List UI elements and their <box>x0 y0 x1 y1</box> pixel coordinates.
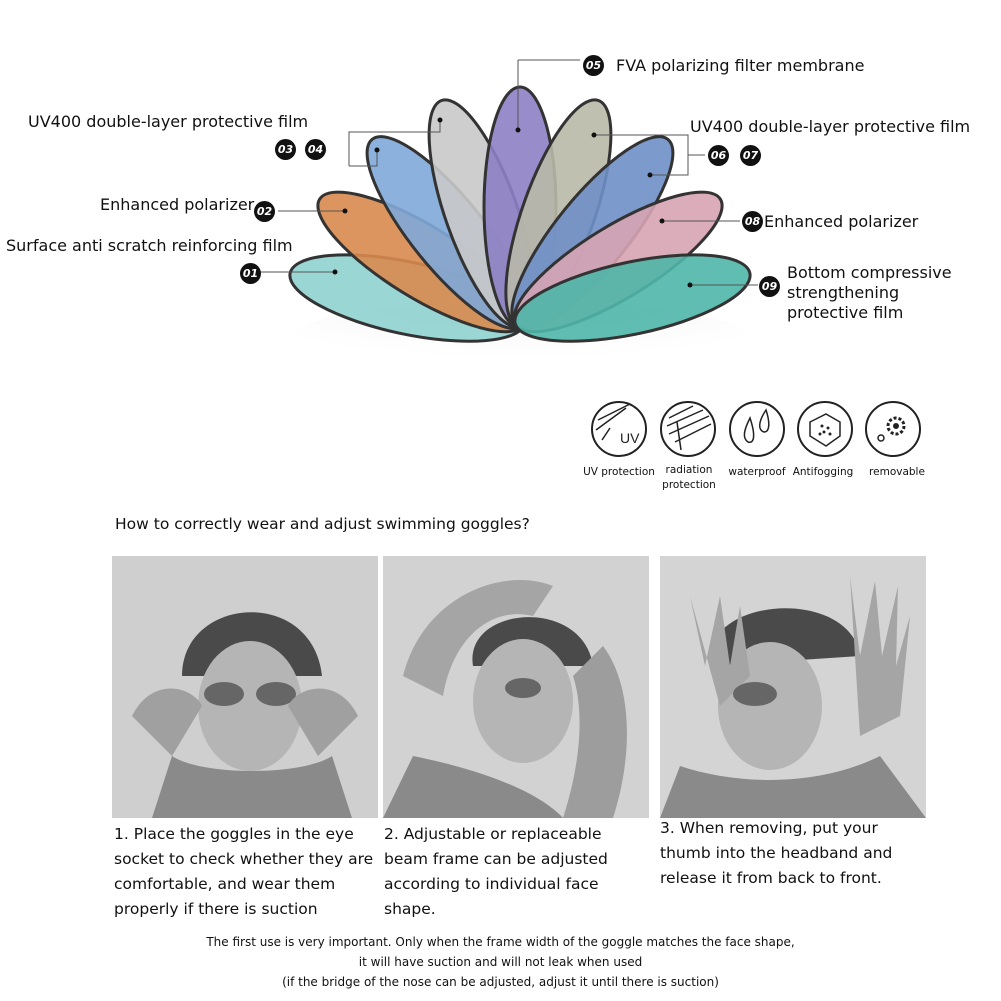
footer-note-line-3: (if the bridge of the nose can be adjusted, adjust it until there is suction) <box>282 975 719 989</box>
radiation-protection-icon <box>659 400 717 458</box>
feature-label-uv: UV protection <box>583 466 655 478</box>
footer-note-line-1: The first use is very important. Only when the frame width of the goggle matches the face shape, <box>206 935 795 949</box>
guide-heading: How to correctly wear and adjust swimming goggles? <box>115 515 530 533</box>
uv-protection-icon <box>590 400 648 458</box>
layer-label-09-line2: strengthening <box>787 283 900 302</box>
layer-badge-09: 09 <box>759 276 780 297</box>
layer-badge-08: 08 <box>742 211 763 232</box>
feature-label-removable: removable <box>869 466 925 478</box>
layer-label-0607: UV400 double-layer protective film <box>690 117 971 136</box>
layer-badge-06: 06 <box>708 145 729 166</box>
layer-label-05: FVA polarizing filter membrane <box>616 56 865 75</box>
step-2-photo <box>383 556 649 818</box>
lens-fan <box>283 87 758 358</box>
layer-label-08: Enhanced polarizer <box>764 212 919 231</box>
feature-label-antifogging: Antifogging <box>792 466 854 478</box>
waterproof-icon <box>728 400 786 458</box>
layer-label-01: Surface anti scratch reinforcing film <box>6 236 293 255</box>
layer-label-0304: UV400 double-layer protective film <box>28 112 309 131</box>
uv-glyph: UV <box>620 430 640 446</box>
layer-badge-05: 05 <box>583 55 604 76</box>
feature-label-waterproof: waterproof <box>728 466 786 478</box>
step-1-photo <box>112 556 378 818</box>
layer-label-09-line3: protective film <box>787 303 904 322</box>
layer-badge-04: 04 <box>305 139 326 160</box>
antifogging-icon <box>796 400 854 458</box>
removable-icon <box>864 400 922 458</box>
footer-note-line-2: it will have suction and will not leak when used <box>358 955 643 969</box>
feature-label-radiation-2: protection <box>662 479 716 491</box>
step-3-text: 3. When removing, put your thumb into the headband and release it from back to front. <box>660 819 893 887</box>
layer-badge-02: 02 <box>254 201 275 222</box>
step-1-text: 1. Place the goggles in the eye socket to check whether they are comfortable, and wear them properly if there is suction <box>114 825 374 918</box>
layer-badge-01: 01 <box>240 263 261 284</box>
layer-badge-03: 03 <box>275 139 296 160</box>
step-3-photo <box>660 556 926 818</box>
step-2-text: 2. Adjustable or replaceable beam frame can be adjusted according to individual face shape. <box>384 825 608 918</box>
layer-label-02: Enhanced polarizer <box>100 195 255 214</box>
layer-label-09-line1: Bottom compressive <box>787 263 952 282</box>
feature-label-radiation-1: radiation <box>665 464 713 476</box>
layer-badge-07: 07 <box>740 145 761 166</box>
